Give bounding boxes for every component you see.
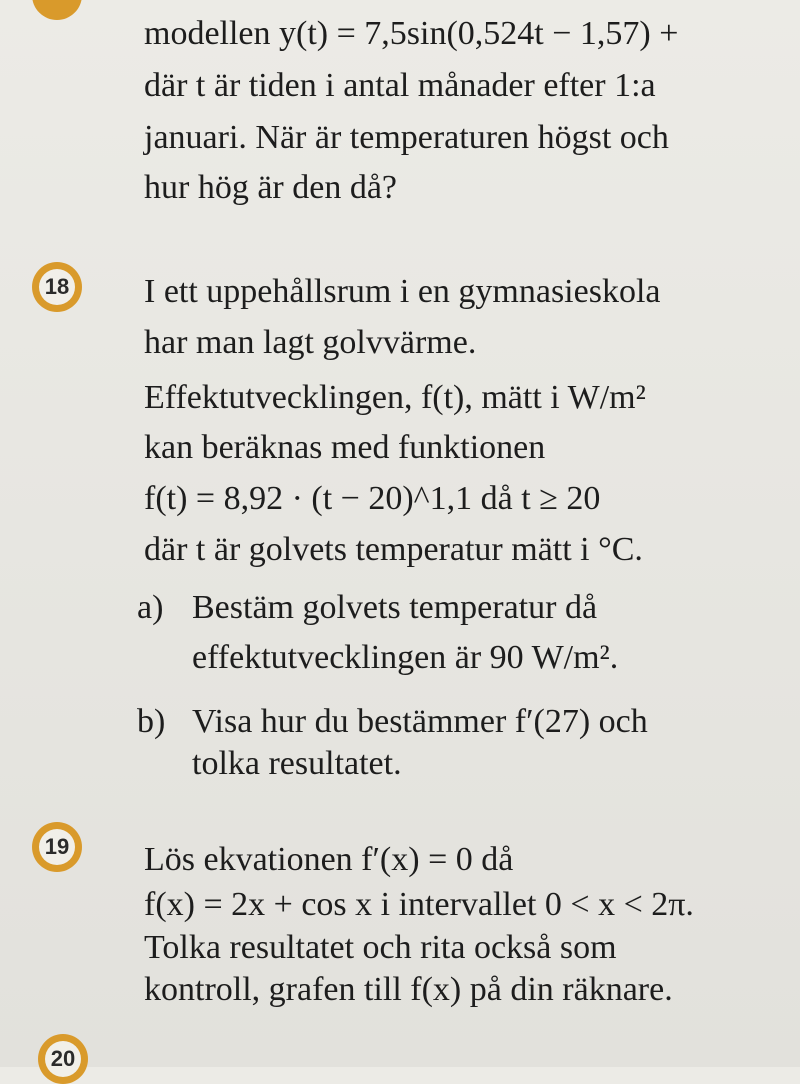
p18-part-a-line-1: Bestäm golvets temperatur då bbox=[192, 589, 598, 626]
p19-line-3: Tolka resultatet och rita också som bbox=[144, 929, 617, 966]
p19-line-1: Lös ekvationen f′(x) = 0 då bbox=[144, 841, 514, 878]
problem-19-number: 19 bbox=[39, 829, 75, 865]
p18-formula: f(t) = 8,92 · (t − 20)^1,1 då t ≥ 20 bbox=[144, 480, 601, 517]
p18-line-3: Effektutvecklingen, f(t), mätt i W/m² bbox=[144, 379, 646, 416]
p18-line-6: där t är golvets temperatur mätt i °C. bbox=[144, 531, 643, 568]
problem-20-number: 20 bbox=[45, 1041, 81, 1077]
problem-17-badge-partial bbox=[32, 0, 82, 20]
p19-line-2: f(x) = 2x + cos x i intervallet 0 < x < 2π. bbox=[144, 886, 694, 923]
prev-line-1: modellen y(t) = 7,5sin(0,524t − 1,57) + bbox=[144, 15, 679, 52]
p18-line-2: har man lagt golvvärme. bbox=[144, 324, 477, 361]
p18-line-4: kan beräknas med funktionen bbox=[144, 429, 546, 466]
prev-line-2: där t är tiden i antal månader efter 1:a bbox=[144, 67, 656, 104]
p18-line-1: I ett uppehållsrum i en gymnasieskola bbox=[144, 273, 661, 310]
p18-part-b-line-2: tolka resultatet. bbox=[192, 745, 402, 782]
problem-20-badge bbox=[38, 1034, 88, 1084]
p18-part-b-line-1: Visa hur du bestämmer f′(27) och bbox=[192, 703, 648, 740]
problem-19-badge bbox=[32, 822, 82, 872]
p18-part-a-line-2: effektutvecklingen är 90 W/m². bbox=[192, 639, 619, 676]
problem-18-number: 18 bbox=[39, 269, 75, 305]
p18-part-b-label: b) bbox=[137, 703, 166, 740]
prev-line-4: hur hög är den då? bbox=[144, 169, 398, 206]
problem-18-badge bbox=[32, 262, 82, 312]
p19-line-4: kontroll, grafen till f(x) på din räknare. bbox=[144, 971, 673, 1008]
prev-line-3: januari. När är temperaturen högst och bbox=[144, 119, 669, 156]
p18-part-a-label: a) bbox=[137, 589, 164, 626]
